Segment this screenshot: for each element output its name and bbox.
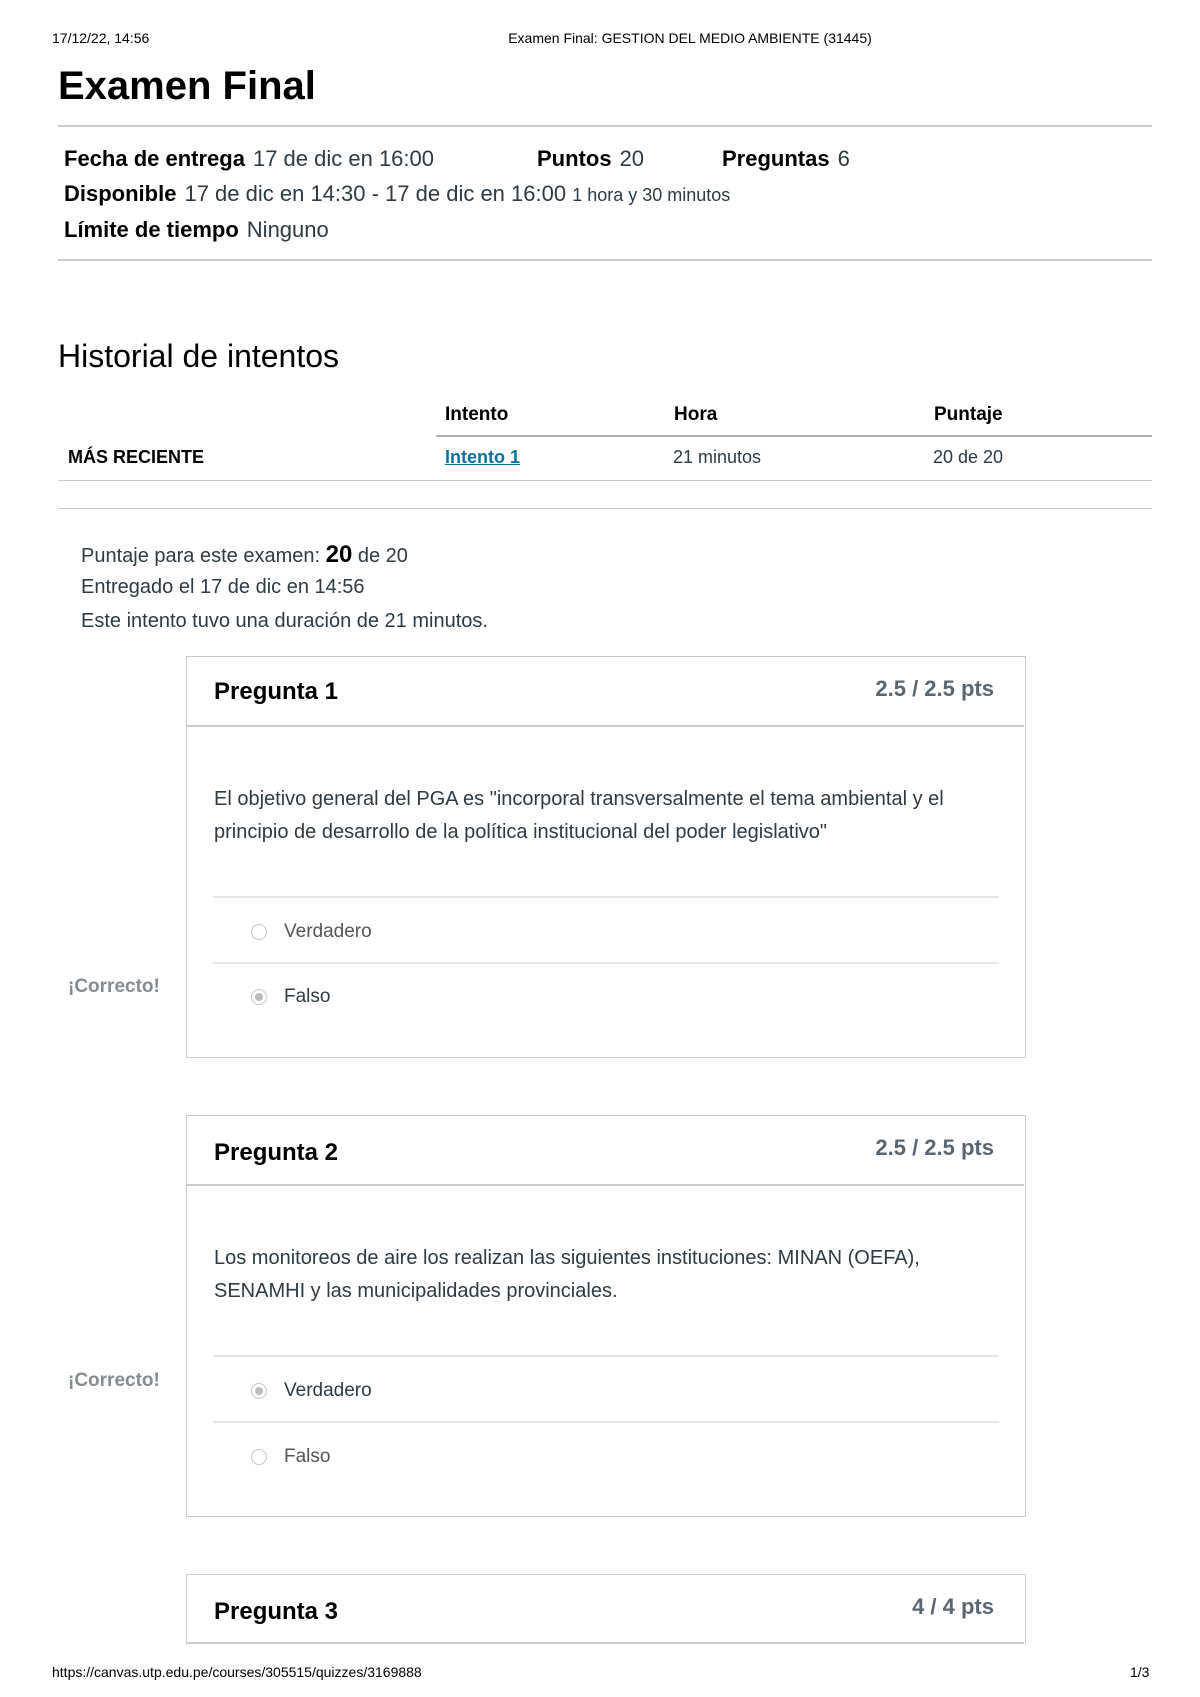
history-end-divider xyxy=(58,508,1152,509)
print-doc-title: Examen Final: GESTION DEL MEDIO AMBIENTE (31445) xyxy=(508,30,872,46)
question-1-header xyxy=(186,656,1024,727)
meta-divider xyxy=(58,259,1152,261)
question-2-option-verdadero[interactable] xyxy=(254,1380,372,1402)
option-divider xyxy=(213,1355,999,1357)
col-header-attempt: Intento xyxy=(445,404,509,425)
attempt-link[interactable]: Intento 1 xyxy=(445,447,520,467)
points-value: 20 xyxy=(619,146,645,171)
question-2-correct-badge: ¡Correcto! xyxy=(68,1370,160,1391)
history-header-divider xyxy=(436,435,1152,437)
score-suffix: de 20 xyxy=(357,545,408,567)
available-info xyxy=(64,181,730,207)
option-divider xyxy=(213,896,999,898)
available-duration: 1 hora y 30 minutos xyxy=(572,185,731,205)
col-header-time: Hora xyxy=(674,404,718,425)
option-label: Verdadero xyxy=(284,921,372,942)
radio-checked-icon[interactable] xyxy=(251,989,267,1005)
question-1-correct-badge: ¡Correcto! xyxy=(68,976,160,997)
available-label: Disponible xyxy=(64,181,177,206)
questions-info xyxy=(722,146,850,172)
question-1-points: 2.5 / 2.5 pts xyxy=(875,676,994,701)
questions-value: 6 xyxy=(837,146,850,171)
submitted-date: Entregado el 17 de dic en 14:56 xyxy=(81,576,365,598)
radio-checked-icon[interactable] xyxy=(251,1383,267,1399)
time-limit-value: Ninguno xyxy=(246,217,329,242)
due-value: 17 de dic en 16:00 xyxy=(252,146,434,171)
print-header xyxy=(0,30,1200,50)
question-1-text: El objetivo general del PGA es "incorporal transversalmente el tema ambiental y el principio de desarrollo de la política institucional del poder legislativo" xyxy=(214,788,944,843)
history-row-time: 21 minutos xyxy=(673,447,762,467)
time-limit-info xyxy=(64,217,329,243)
option-label: Falso xyxy=(284,986,331,1007)
option-label: Falso xyxy=(284,1446,331,1467)
history-row-label: MÁS RECIENTE xyxy=(68,447,205,467)
history-row-divider xyxy=(58,480,1152,481)
questions-label: Preguntas xyxy=(722,146,830,171)
question-3-title: Pregunta 3 xyxy=(214,1598,339,1625)
question-3-header xyxy=(186,1574,1024,1644)
question-1-option-verdadero[interactable] xyxy=(254,921,372,943)
question-2-option-falso[interactable] xyxy=(254,1446,330,1468)
option-divider xyxy=(213,962,999,964)
points-label: Puntos xyxy=(537,146,612,171)
question-2-points: 2.5 / 2.5 pts xyxy=(875,1135,994,1160)
question-1-option-falso[interactable] xyxy=(254,986,330,1008)
due-label: Fecha de entrega xyxy=(64,146,245,171)
option-label: Verdadero xyxy=(284,1380,372,1401)
page-title: Examen Final xyxy=(58,64,316,108)
attempt-duration: Este intento tuvo una duración de 21 minutos. xyxy=(81,610,488,632)
title-divider xyxy=(58,125,1152,127)
available-value: 17 de dic en 14:30 - 17 de dic en 16:00 xyxy=(184,181,567,206)
history-row-attempt xyxy=(445,447,520,468)
points-info xyxy=(537,146,644,172)
score-value: 20 xyxy=(325,541,353,568)
col-header-score: Puntaje xyxy=(934,404,1003,425)
print-url: https://canvas.utp.edu.pe/courses/305515/quizzes/3169888 xyxy=(52,1664,422,1680)
question-2-title: Pregunta 2 xyxy=(214,1139,339,1166)
history-title: Historial de intentos xyxy=(58,338,340,374)
time-limit-label: Límite de tiempo xyxy=(64,217,239,242)
question-3-points: 4 / 4 pts xyxy=(912,1594,994,1619)
history-row-score: 20 de 20 xyxy=(933,447,1004,467)
due-date-info xyxy=(64,146,434,172)
print-date: 17/12/22, 14:56 xyxy=(52,30,150,46)
score-prefix: Puntaje para este examen: xyxy=(81,545,321,567)
score-summary xyxy=(81,541,408,569)
question-1-title: Pregunta 1 xyxy=(214,678,339,705)
print-page-number: 1/3 xyxy=(1130,1664,1150,1680)
question-2-text: Los monitoreos de aire los realizan las siguientes instituciones: MINAN (OEFA), SENAMHI y las municipalidades provinciales. xyxy=(214,1247,920,1302)
radio-unchecked-icon[interactable] xyxy=(251,1449,267,1465)
radio-unchecked-icon[interactable] xyxy=(251,924,267,940)
question-2-header xyxy=(186,1115,1024,1186)
option-divider xyxy=(213,1421,999,1423)
